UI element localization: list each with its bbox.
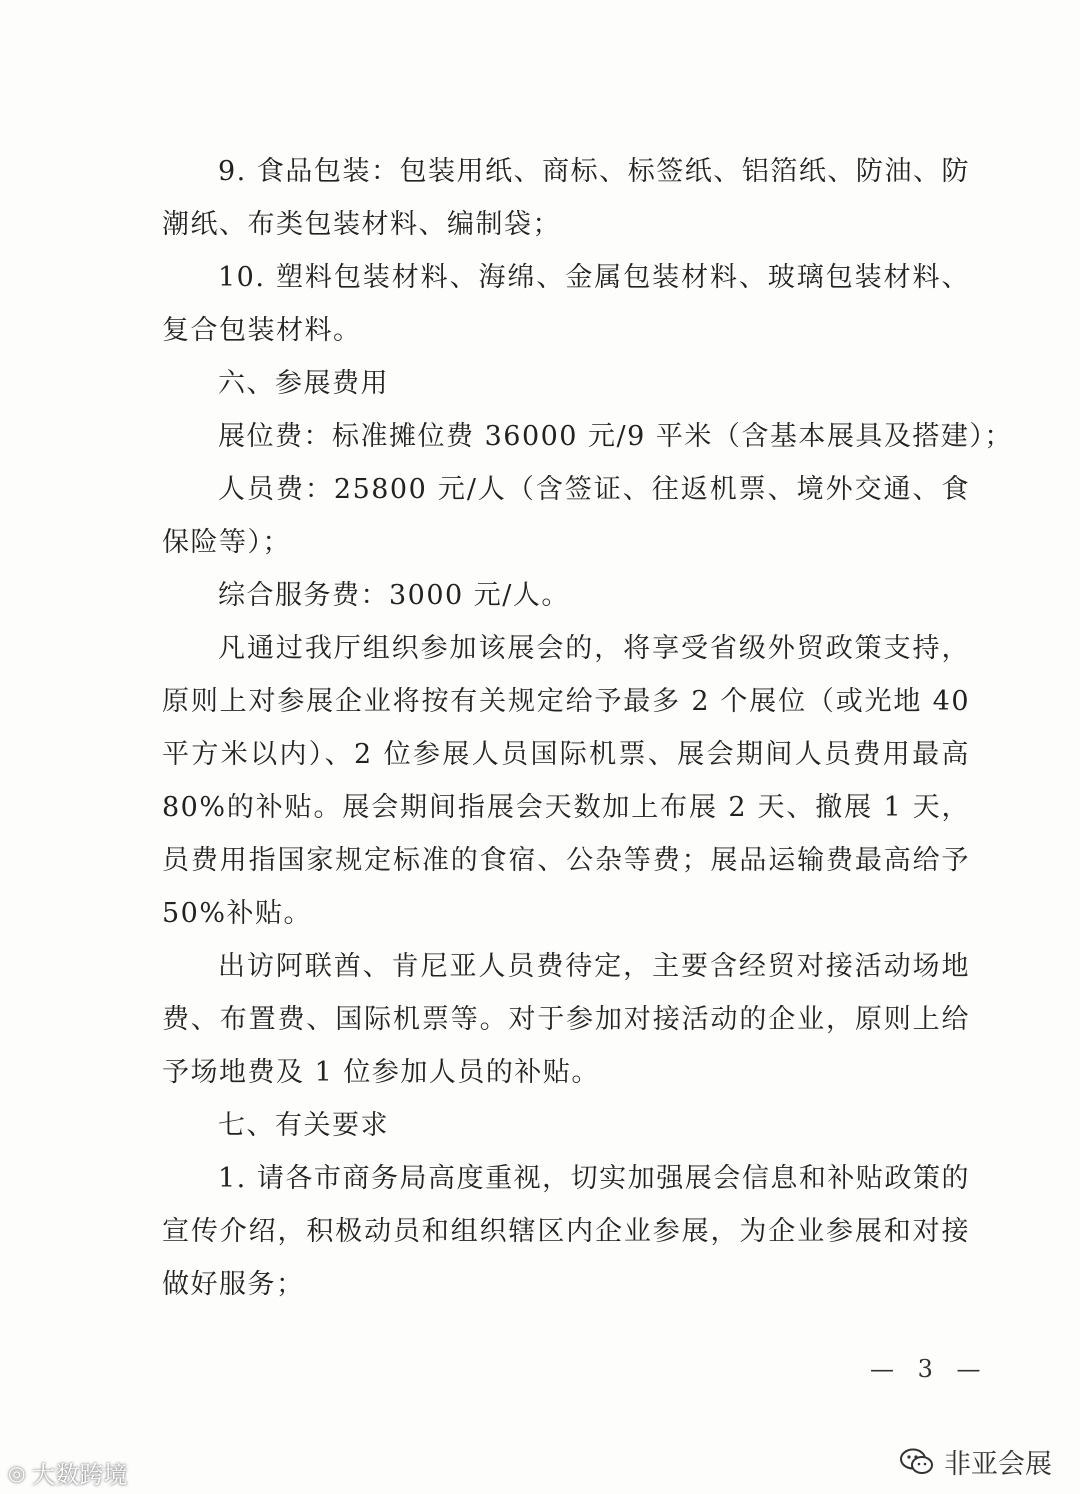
watermark-right-text: 非亚会展 xyxy=(944,1449,1052,1480)
paragraph-line: 做好服务； xyxy=(162,1269,305,1300)
paragraph-line: 10. 塑料包装材料、海绵、金属包装材料、玻璃包装材料、 xyxy=(218,262,970,293)
wechat-icon xyxy=(900,1448,934,1476)
document-body xyxy=(162,145,1013,1311)
paragraph-line: 员费用指国家规定标准的食宿、公杂等费；展品运输费最高给予 xyxy=(162,845,970,876)
paragraph-line: 9. 食品包装：包装用纸、商标、标签纸、铝箔纸、防油、防 xyxy=(218,156,970,187)
paragraph-line: 宣传介绍，积极动员和组织辖区内企业参展，为企业参展和对接 xyxy=(162,1216,970,1247)
paragraph-line: 潮纸、布类包装材料、编制袋； xyxy=(162,209,561,240)
paragraph-line: 50%补贴。 xyxy=(162,898,313,929)
paragraph-line: 予场地费及 1 位参加人员的补贴。 xyxy=(162,1057,600,1088)
paragraph-line: 费、布置费、国际机票等。对于参加对接活动的企业，原则上给 xyxy=(162,1004,970,1035)
section-heading: 七、有关要求 xyxy=(218,1110,389,1141)
paragraph-line: 复合包装材料。 xyxy=(162,315,362,346)
watermark-left xyxy=(8,1455,127,1490)
paragraph-line: 综合服务费：3000 元/人。 xyxy=(218,580,570,611)
paragraph-line: 1. 请各市商务局高度重视，切实加强展会信息和补贴政策的 xyxy=(218,1163,970,1194)
watermark-left-text: 大数跨境 xyxy=(31,1461,128,1489)
paragraph-line: 80%的补贴。展会期间指展会天数加上布展 2 天、撤展 1 天， xyxy=(162,792,970,823)
paragraph-line: 展位费：标准摊位费 36000 元/9 平米（含基本展具及搭建）； xyxy=(218,421,1013,452)
logo-icon: ◎ xyxy=(8,1460,26,1485)
paragraph-line: 保险等）； xyxy=(162,527,291,558)
paragraph-line: 原则上对参展企业将按有关规定给予最多 2 个展位（或光地 40 xyxy=(162,686,970,717)
paragraph-line: 人员费：25800 元/人（含签证、往返机票、境外交通、食 xyxy=(218,474,970,505)
paragraph-line: 出访阿联酋、肯尼亚人员费待定，主要含经贸对接活动场地 xyxy=(218,951,970,982)
page-number: — 3 — xyxy=(870,1355,989,1383)
paragraph-line: 凡通过我厅组织参加该展会的，将享受省级外贸政策支持， xyxy=(218,633,970,664)
watermark-right xyxy=(900,1442,1052,1481)
section-heading: 六、参展费用 xyxy=(218,368,389,399)
paragraph-line: 平方米以内）、2 位参展人员国际机票、展会期间人员费用最高 xyxy=(162,739,970,770)
